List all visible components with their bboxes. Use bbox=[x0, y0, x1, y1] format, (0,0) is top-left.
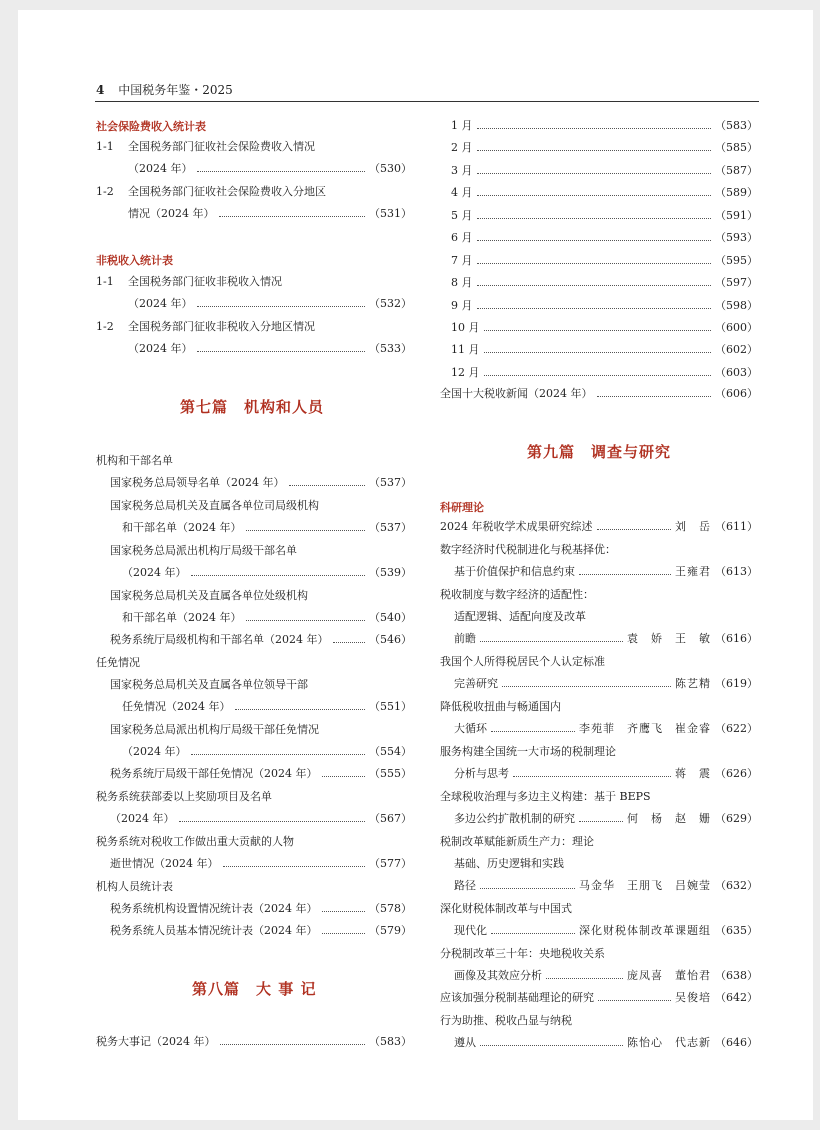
toc-entry-title: （2024 年） bbox=[128, 342, 193, 355]
leader-dots bbox=[597, 519, 672, 530]
toc-entry[interactable] bbox=[110, 765, 412, 783]
running-header bbox=[96, 81, 233, 98]
toc-entry[interactable] bbox=[110, 810, 412, 828]
month-entry[interactable] bbox=[451, 252, 758, 270]
leader-dots bbox=[597, 386, 712, 397]
page-ref: （619） bbox=[715, 677, 758, 690]
toc-entry-title: （2024 年） bbox=[122, 566, 187, 579]
month-entry[interactable] bbox=[451, 229, 758, 247]
toc-entry-title: 全国十大税收新闻（2024 年） bbox=[440, 387, 593, 400]
month-label: 9 月 bbox=[451, 299, 473, 312]
page-ref: （532） bbox=[369, 297, 412, 310]
toc-entry-title: 全国税务部门征收社会保险费收入情况 bbox=[128, 140, 315, 153]
page-ref: （530） bbox=[369, 162, 412, 175]
month-entry[interactable] bbox=[451, 162, 758, 180]
month-label: 8 月 bbox=[451, 276, 473, 289]
toc-entry-title: 和干部名单（2024 年） bbox=[122, 521, 242, 534]
month-label: 10 月 bbox=[451, 321, 480, 334]
toc-entry-title: 税务系统厅局级干部任免情况（2024 年） bbox=[110, 767, 318, 780]
month-entry[interactable] bbox=[451, 184, 758, 202]
leader-dots bbox=[484, 365, 712, 376]
part-title-8: 第八篇 大 事 记 bbox=[192, 980, 317, 998]
leader-dots bbox=[179, 811, 366, 822]
toc-entry-title: 多边公约扩散机制的研究 bbox=[454, 812, 575, 825]
leader-dots bbox=[480, 631, 623, 642]
leader-dots bbox=[480, 878, 575, 889]
toc-entry-title: 税收制度与数字经济的适配性： bbox=[440, 588, 594, 601]
toc-entry-title: （2024 年） bbox=[128, 297, 193, 310]
page-ref: （555） bbox=[369, 767, 412, 780]
section-heading-nontax: 非税收入统计表 bbox=[96, 254, 173, 267]
page-ref: （603） bbox=[715, 366, 758, 379]
author: 李苑菲 齐鹰飞 崔金睿 bbox=[579, 722, 711, 735]
toc-entry-title: 全国税务部门征收非税收入情况 bbox=[128, 275, 282, 288]
toc-entry[interactable] bbox=[128, 160, 412, 178]
leader-dots bbox=[477, 275, 712, 286]
page-ref: （642） bbox=[715, 991, 758, 1004]
toc-entry-title: 全国税务部门征收非税收入分地区情况 bbox=[128, 320, 315, 333]
toc-entry[interactable] bbox=[110, 855, 412, 873]
toc-entry[interactable] bbox=[128, 205, 412, 223]
month-label: 12 月 bbox=[451, 366, 480, 379]
toc-entry-title: 2024 年税收学术成果研究综述 bbox=[440, 520, 593, 533]
toc-entry[interactable] bbox=[454, 1034, 758, 1052]
page-ref: （539） bbox=[369, 566, 412, 579]
toc-entry-title: 税务系统获部委以上奖励项目及名单 bbox=[96, 790, 272, 803]
page-ref: （597） bbox=[715, 276, 758, 289]
item-number: 1-2 bbox=[96, 185, 114, 198]
author: 王雍君 bbox=[675, 565, 711, 578]
page-ref: （595） bbox=[715, 254, 758, 267]
page-ref: （616） bbox=[715, 632, 758, 645]
toc-entry-title: 税务系统厅局级机构和干部名单（2024 年） bbox=[110, 633, 329, 646]
leader-dots bbox=[513, 766, 671, 777]
leader-dots bbox=[477, 230, 712, 241]
toc-entry[interactable] bbox=[440, 518, 758, 536]
toc-entry[interactable] bbox=[454, 563, 758, 581]
toc-entry-title: 国家税务总局领导名单（2024 年） bbox=[110, 476, 285, 489]
toc-entry[interactable] bbox=[454, 877, 758, 895]
month-entry[interactable] bbox=[451, 139, 758, 157]
page-ref: （577） bbox=[369, 857, 412, 870]
toc-entry[interactable] bbox=[128, 295, 412, 313]
page-ref: （537） bbox=[369, 476, 412, 489]
leader-dots bbox=[246, 610, 366, 621]
toc-entry[interactable] bbox=[454, 675, 758, 693]
toc-entry-title: 遵从 bbox=[454, 1036, 476, 1049]
toc-entry-title: 国家税务总局机关及直属各单位司局级机构 bbox=[110, 499, 319, 512]
month-entry[interactable] bbox=[451, 341, 758, 359]
toc-entry-title: 分析与思考 bbox=[454, 767, 509, 780]
toc-entry-title: 数字经济时代税制进化与税基择优： bbox=[440, 543, 616, 556]
month-label: 4 月 bbox=[451, 186, 473, 199]
toc-entry-title: 税务系统对税收工作做出重大贡献的人物 bbox=[96, 835, 294, 848]
toc-entry-title: 和干部名单（2024 年） bbox=[122, 611, 242, 624]
leader-dots bbox=[477, 185, 712, 196]
page-ref: （591） bbox=[715, 209, 758, 222]
toc-entry[interactable] bbox=[440, 385, 758, 403]
leader-dots bbox=[579, 811, 623, 822]
author: 马金华 王朋飞 吕婉莹 bbox=[579, 879, 711, 892]
author: 何 杨 赵 姗 bbox=[627, 812, 711, 825]
page-ref: （632） bbox=[715, 879, 758, 892]
book-title: 中国税务年鉴・2025 bbox=[118, 83, 233, 97]
toc-entry[interactable] bbox=[96, 1033, 412, 1051]
toc-entry[interactable] bbox=[128, 340, 412, 358]
leader-dots bbox=[220, 1034, 366, 1045]
toc-entry[interactable] bbox=[122, 519, 412, 537]
toc-group-heading: 任免情况 bbox=[96, 656, 140, 669]
leader-dots bbox=[333, 632, 366, 643]
toc-entry-title: 税制改革赋能新质生产力：理论 bbox=[440, 835, 594, 848]
leader-dots bbox=[484, 320, 712, 331]
item-number: 1-2 bbox=[96, 320, 114, 333]
toc-entry[interactable] bbox=[122, 609, 412, 627]
page-ref: （579） bbox=[369, 924, 412, 937]
month-label: 6 月 bbox=[451, 231, 473, 244]
leader-dots bbox=[579, 564, 671, 575]
toc-entry-title: 国家税务总局派出机构厅局级干部名单 bbox=[110, 544, 297, 557]
page-ref: （611） bbox=[715, 520, 758, 533]
toc-entry-title: 国家税务总局派出机构厅局级干部任免情况 bbox=[110, 723, 319, 736]
leader-dots bbox=[223, 856, 366, 867]
leader-dots bbox=[322, 766, 366, 777]
page-ref: （635） bbox=[715, 924, 758, 937]
page-ref: （551） bbox=[369, 700, 412, 713]
leader-dots bbox=[322, 923, 366, 934]
toc-entry-title: 分税制改革三十年：央地税收关系 bbox=[440, 947, 605, 960]
leader-dots bbox=[477, 253, 712, 264]
page-ref: （567） bbox=[369, 812, 412, 825]
page-ref: （585） bbox=[715, 141, 758, 154]
toc-group-heading: 机构人员统计表 bbox=[96, 880, 173, 893]
toc-entry-title: 税务系统人员基本情况统计表（2024 年） bbox=[110, 924, 318, 937]
author: 陈艺精 bbox=[675, 677, 711, 690]
toc-entry-title: 现代化 bbox=[454, 924, 487, 937]
month-entry[interactable] bbox=[451, 364, 758, 382]
page-ref: （622） bbox=[715, 722, 758, 735]
leader-dots bbox=[191, 565, 366, 576]
leader-dots bbox=[477, 140, 712, 151]
toc-entry[interactable] bbox=[440, 989, 758, 1007]
leader-dots bbox=[197, 296, 366, 307]
toc-entry-title: 情况（2024 年） bbox=[128, 207, 215, 220]
author: 刘 岳 bbox=[675, 520, 711, 533]
toc-entry-title: 完善研究 bbox=[454, 677, 498, 690]
page-ref: （533） bbox=[369, 342, 412, 355]
month-entry[interactable] bbox=[451, 319, 758, 337]
month-entry[interactable] bbox=[451, 274, 758, 292]
toc-entry-title: 服务构建全国统一大市场的税制理论 bbox=[440, 745, 616, 758]
part-title-7: 第七篇 机构和人员 bbox=[180, 398, 325, 416]
toc-entry-title: 全球税收治理与多边主义构建：基于 BEPS bbox=[440, 790, 651, 803]
toc-entry[interactable] bbox=[454, 810, 758, 828]
leader-dots bbox=[491, 721, 575, 732]
page-ref: （587） bbox=[715, 164, 758, 177]
toc-entry-title: 基础、历史逻辑和实践 bbox=[454, 857, 564, 870]
toc-entry-title: 税务系统机构设置情况统计表（2024 年） bbox=[110, 902, 318, 915]
toc-entry-title: 我国个人所得税居民个人认定标准 bbox=[440, 655, 605, 668]
header-rule bbox=[95, 101, 759, 102]
leader-dots bbox=[246, 520, 366, 531]
leader-dots bbox=[289, 475, 366, 486]
page-ref: （578） bbox=[369, 902, 412, 915]
page-ref: （589） bbox=[715, 186, 758, 199]
toc-entry[interactable] bbox=[454, 720, 758, 738]
toc-entry[interactable] bbox=[110, 474, 412, 492]
month-label: 7 月 bbox=[451, 254, 473, 267]
author: 深化财税体制改革课题组 bbox=[579, 924, 711, 937]
toc-entry[interactable] bbox=[110, 631, 412, 649]
toc-entry[interactable] bbox=[454, 765, 758, 783]
toc-entry[interactable] bbox=[110, 922, 412, 940]
page-ref: （593） bbox=[715, 231, 758, 244]
toc-entry-title: 深化财税体制改革与中国式 bbox=[440, 902, 572, 915]
toc-entry-title: 逝世情况（2024 年） bbox=[110, 857, 219, 870]
toc-entry[interactable] bbox=[110, 900, 412, 918]
toc-entry-title: 前瞻 bbox=[454, 632, 476, 645]
section-heading-research: 科研理论 bbox=[440, 501, 484, 514]
toc-entry[interactable] bbox=[122, 564, 412, 582]
toc-entry-title: 国家税务总局机关及直属各单位领导干部 bbox=[110, 678, 308, 691]
page-ref: （546） bbox=[369, 633, 412, 646]
toc-entry-title: 国家税务总局机关及直属各单位处级机构 bbox=[110, 589, 308, 602]
toc-entry-title: 行为助推、税收凸显与纳税 bbox=[440, 1014, 572, 1027]
toc-entry[interactable] bbox=[122, 743, 412, 761]
leader-dots bbox=[477, 118, 712, 129]
leader-dots bbox=[197, 341, 366, 352]
item-number: 1-1 bbox=[96, 275, 114, 288]
month-label: 1 月 bbox=[451, 119, 473, 132]
leader-dots bbox=[477, 163, 712, 174]
toc-entry-title: 适配逻辑、适配向度及改革 bbox=[454, 610, 586, 623]
page-ref: （554） bbox=[369, 745, 412, 758]
page-ref: （646） bbox=[715, 1036, 758, 1049]
toc-entry[interactable] bbox=[454, 967, 758, 985]
page-ref: （602） bbox=[715, 343, 758, 356]
toc-entry-title: （2024 年） bbox=[110, 812, 175, 825]
toc-entry-title: 任免情况（2024 年） bbox=[122, 700, 231, 713]
leader-dots bbox=[197, 161, 366, 172]
page-ref: （606） bbox=[715, 387, 758, 400]
leader-dots bbox=[477, 208, 712, 219]
author: 蒋 震 bbox=[675, 767, 711, 780]
page-ref: （638） bbox=[715, 969, 758, 982]
toc-entry-title: 税务大事记（2024 年） bbox=[96, 1035, 216, 1048]
month-entry[interactable] bbox=[451, 207, 758, 225]
leader-dots bbox=[491, 923, 575, 934]
leader-dots bbox=[219, 206, 366, 217]
leader-dots bbox=[502, 676, 671, 687]
page-ref: （598） bbox=[715, 299, 758, 312]
page-number: 4 bbox=[96, 83, 105, 97]
toc-entry-title: 画像及其效应分析 bbox=[454, 969, 542, 982]
leader-dots bbox=[598, 990, 671, 1001]
toc-entry[interactable] bbox=[454, 630, 758, 648]
section-heading-social-insurance: 社会保险费收入统计表 bbox=[96, 120, 206, 133]
author: 吴俊培 bbox=[675, 991, 711, 1004]
page-ref: （537） bbox=[369, 521, 412, 534]
leader-dots bbox=[322, 901, 366, 912]
toc-entry[interactable] bbox=[454, 922, 758, 940]
toc-entry-title: 全国税务部门征收社会保险费收入分地区 bbox=[128, 185, 326, 198]
author: 陈怡心 代志新 bbox=[627, 1036, 711, 1049]
part-title-9: 第九篇 调查与研究 bbox=[527, 443, 672, 461]
month-entry[interactable] bbox=[451, 117, 758, 135]
page-ref: （531） bbox=[369, 207, 412, 220]
leader-dots bbox=[546, 968, 623, 979]
leader-dots bbox=[477, 298, 712, 309]
page-ref: （629） bbox=[715, 812, 758, 825]
month-label: 11 月 bbox=[451, 343, 480, 356]
toc-group-heading: 机构和干部名单 bbox=[96, 454, 173, 467]
leader-dots bbox=[484, 342, 712, 353]
toc-entry-title: 应该加强分税制基础理论的研究 bbox=[440, 991, 594, 1004]
leader-dots bbox=[480, 1035, 623, 1046]
toc-entry-title: 路径 bbox=[454, 879, 476, 892]
page-ref: （613） bbox=[715, 565, 758, 578]
author: 袁 娇 王 敏 bbox=[627, 632, 711, 645]
toc-entry-title: （2024 年） bbox=[122, 745, 187, 758]
toc-entry-title: 降低税收扭曲与畅通国内 bbox=[440, 700, 561, 713]
author: 庞凤喜 董怡君 bbox=[627, 969, 711, 982]
page-ref: （540） bbox=[369, 611, 412, 624]
toc-entry-title: 大循环 bbox=[454, 722, 487, 735]
toc-entry[interactable] bbox=[122, 698, 412, 716]
page-ref: （600） bbox=[715, 321, 758, 334]
page-ref: （583） bbox=[369, 1035, 412, 1048]
month-label: 3 月 bbox=[451, 164, 473, 177]
month-label: 5 月 bbox=[451, 209, 473, 222]
month-label: 2 月 bbox=[451, 141, 473, 154]
toc-entry-title: （2024 年） bbox=[128, 162, 193, 175]
item-number: 1-1 bbox=[96, 140, 114, 153]
month-entry[interactable] bbox=[451, 297, 758, 315]
toc-entry-title: 基于价值保护和信息约束 bbox=[454, 565, 575, 578]
leader-dots bbox=[235, 699, 366, 710]
page-ref: （626） bbox=[715, 767, 758, 780]
leader-dots bbox=[191, 744, 366, 755]
page-ref: （583） bbox=[715, 119, 758, 132]
